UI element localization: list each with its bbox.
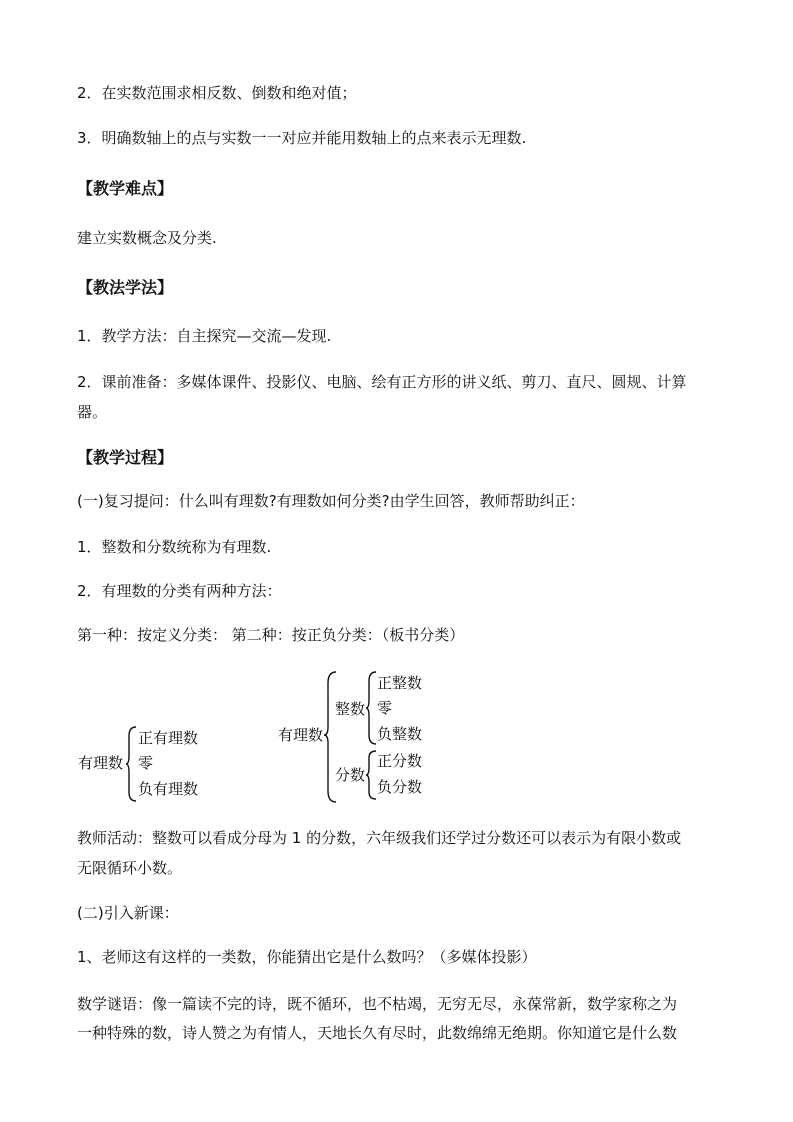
heading-teaching-method: 【教法学法】 xyxy=(77,278,174,297)
integers-item-zero: 零 xyxy=(377,699,393,717)
teacher-activity: 教师活动：整数可以看成分母为 1 的分数，六年级我们还学过分数还可以表示为有限小数或 xyxy=(77,829,682,847)
math-riddle-cont: 一种特殊的数，诗人赞之为有情人，天地长久有尽时，此数绵绵无绝期。你知道它是什么数 xyxy=(77,1024,678,1042)
heading-teaching-process: 【教学过程】 xyxy=(77,448,174,467)
line-item-2: 2．在实数范围求相反数、倒数和绝对值； xyxy=(77,84,357,102)
left-item-negative: 负有理数 xyxy=(138,780,199,798)
left-item-zero: 零 xyxy=(138,754,154,772)
left-item-positive: 正有理数 xyxy=(138,729,199,747)
group-integers-label: 整数 xyxy=(335,700,366,718)
new-lesson-item-1: 1、老师这有这样的一类数，你能猜出它是什么数吗？（多媒体投影） xyxy=(77,948,537,966)
teacher-activity-cont: 无限循环小数。 xyxy=(77,859,183,877)
fractions-item-negative: 负分数 xyxy=(377,778,423,796)
method-item-1: 1．教学方法：自主探究—交流—发现. xyxy=(77,327,332,345)
method-item-2: 2．课前准备：多媒体课件、投影仪、电脑、绘有正方形的讲义纸、剪刀、直尺、圆规、计算 xyxy=(77,373,687,391)
review-question: (一)复习提问：什么叫有理数?有理数如何分类?由学生回答，教师帮助纠正： xyxy=(77,492,585,510)
math-riddle: 数学谜语：像一篇读不完的诗，既不循环，也不枯竭，无穷无尽，永葆常新，数学家称之为 xyxy=(77,995,678,1013)
left-root-label: 有理数 xyxy=(78,754,124,772)
fractions-item-positive: 正分数 xyxy=(377,752,423,770)
classification-methods: 第一种：按定义分类： 第二种：按正负分类：（板书分类） xyxy=(77,626,465,644)
review-item-1: 1．整数和分数统称为有理数. xyxy=(77,538,272,556)
heading-teaching-difficulty: 【教学难点】 xyxy=(77,179,174,198)
method-item-2-cont: 器。 xyxy=(77,403,108,421)
new-lesson-heading: (二)引入新课： xyxy=(77,904,179,922)
review-item-2: 2．有理数的分类有两种方法： xyxy=(77,582,282,600)
integers-item-positive: 正整数 xyxy=(377,674,423,692)
left-brace xyxy=(126,726,138,802)
integers-item-negative: 负整数 xyxy=(377,725,423,743)
group-fractions-label: 分数 xyxy=(335,766,366,784)
right-root-label: 有理数 xyxy=(278,726,324,744)
line-item-3: 3．明确数轴上的点与实数一一对应并能用数轴上的点来表示无理数. xyxy=(77,129,527,147)
difficulty-text: 建立实数概念及分类. xyxy=(77,229,217,247)
